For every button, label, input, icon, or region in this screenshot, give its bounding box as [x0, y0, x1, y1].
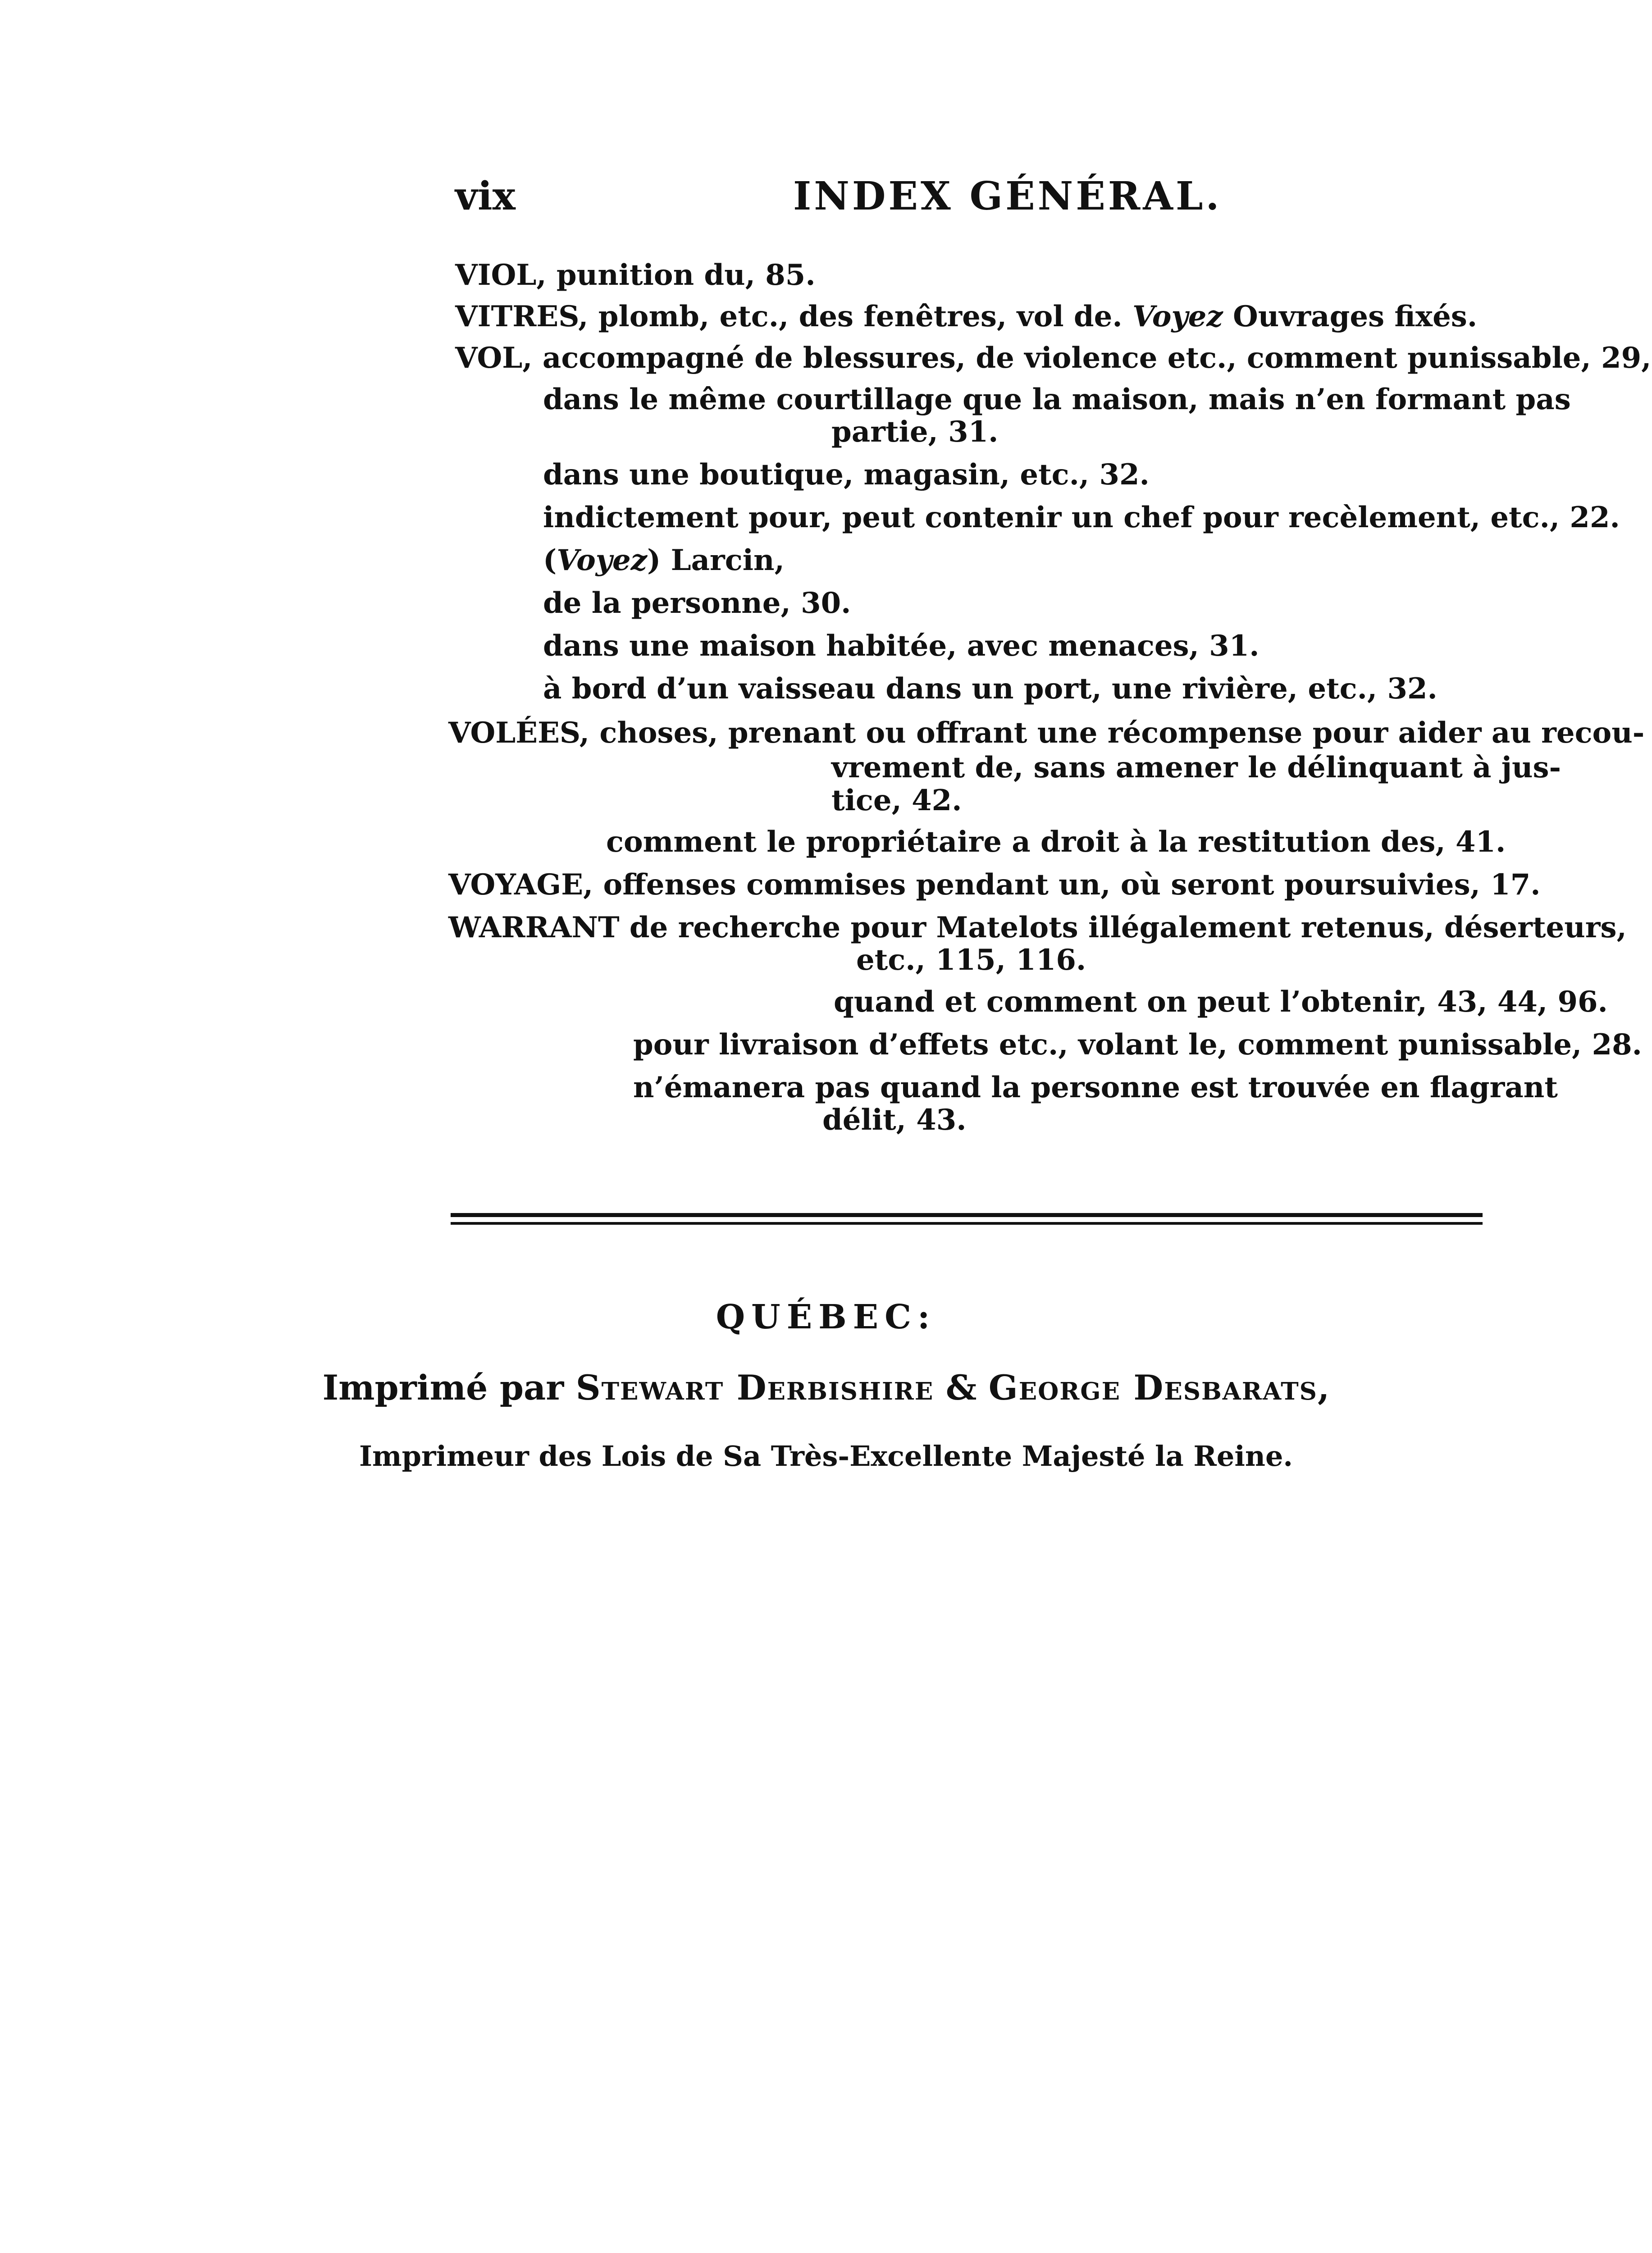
voyez-reference: Voyez — [1132, 300, 1223, 333]
index-subentry-cont: etc., 115, 116. — [856, 943, 1086, 977]
index-subentry-cont: délit, 43. — [822, 1103, 967, 1137]
index-entry-viol: VIOL, punition du, 85. — [455, 258, 816, 292]
paren-open: ( — [543, 543, 557, 577]
index-entry-voyage: VOYAGE, offenses commises pendant un, où seront poursuivies, 17. — [448, 868, 1541, 902]
index-entry-volees: VOLÉES, choses, prenant ou offrant une récompense pour aider au recou- — [448, 716, 1645, 750]
index-subentry-cont: partie, 31. — [831, 415, 999, 449]
index-entry-warrant: WARRANT de recherche pour Matelots illégalement retenus, déserteurs, — [448, 911, 1627, 944]
index-subentry: dans une maison habitée, avec menaces, 31. — [543, 629, 1260, 663]
printer-name: Stewart Derbishire — [575, 1368, 934, 1408]
index-subentry: à bord d’un vaisseau dans un port, une rivière, etc., 32. — [543, 672, 1438, 706]
imprint-office: Imprimeur des Lois de Sa Très-Excellente Majesté la Reine. — [359, 1440, 1293, 1473]
index-subentry-voyez — [543, 543, 785, 578]
ampersand: & — [934, 1368, 989, 1408]
index-subentry-cont: vrement de, sans amener le délinquant à jus- — [831, 751, 1561, 784]
index-subentry-cont: tice, 42. — [831, 784, 962, 817]
entry-text: Ouvrages fixés. — [1223, 300, 1478, 333]
page-number: vix — [455, 173, 516, 219]
index-subentry: dans le même courtillage que la maison, mais n’en formant pas — [543, 383, 1571, 416]
entry-headword: VITRES, — [455, 300, 589, 333]
index-subentry: de la personne, 30. — [543, 586, 851, 620]
voyez-reference: Voyez — [557, 543, 647, 577]
imprint-suffix: , — [1317, 1368, 1330, 1408]
double-rule-bottom — [451, 1222, 1483, 1225]
imprint-prefix: Imprimé par — [322, 1368, 576, 1408]
entry-text: plomb, etc., des fenêtres, vol de. — [588, 300, 1132, 333]
index-entry-vitres — [455, 299, 1477, 334]
printer-name: George Desbarats — [988, 1368, 1318, 1408]
index-subentry: indictement pour, peut contenir un chef pour recèlement, etc., 22. — [543, 501, 1620, 534]
imprint-city: QUÉBEC: — [716, 1298, 936, 1336]
page-title: INDEX GÉNÉRAL. — [793, 173, 1222, 219]
double-rule-top — [451, 1213, 1483, 1217]
index-subentry: comment le propriétaire a droit à la restitution des, 41. — [606, 825, 1506, 859]
index-subentry: dans une boutique, magasin, etc., 32. — [543, 458, 1150, 492]
imprint-printers — [0, 1368, 1652, 1408]
index-subentry: n’émanera pas quand la personne est trouvée en flagrant — [633, 1071, 1558, 1104]
index-subentry: pour livraison d’effets etc., volant le, comment punissable, 28. — [633, 1028, 1642, 1062]
index-subentry: quand et comment on peut l’obtenir, 43, 44, 96. — [834, 985, 1608, 1019]
index-entry-vol: VOL, accompagné de blessures, de violence etc., comment punissable, 29, — [455, 341, 1652, 375]
entry-text: ) Larcin, — [647, 543, 785, 577]
